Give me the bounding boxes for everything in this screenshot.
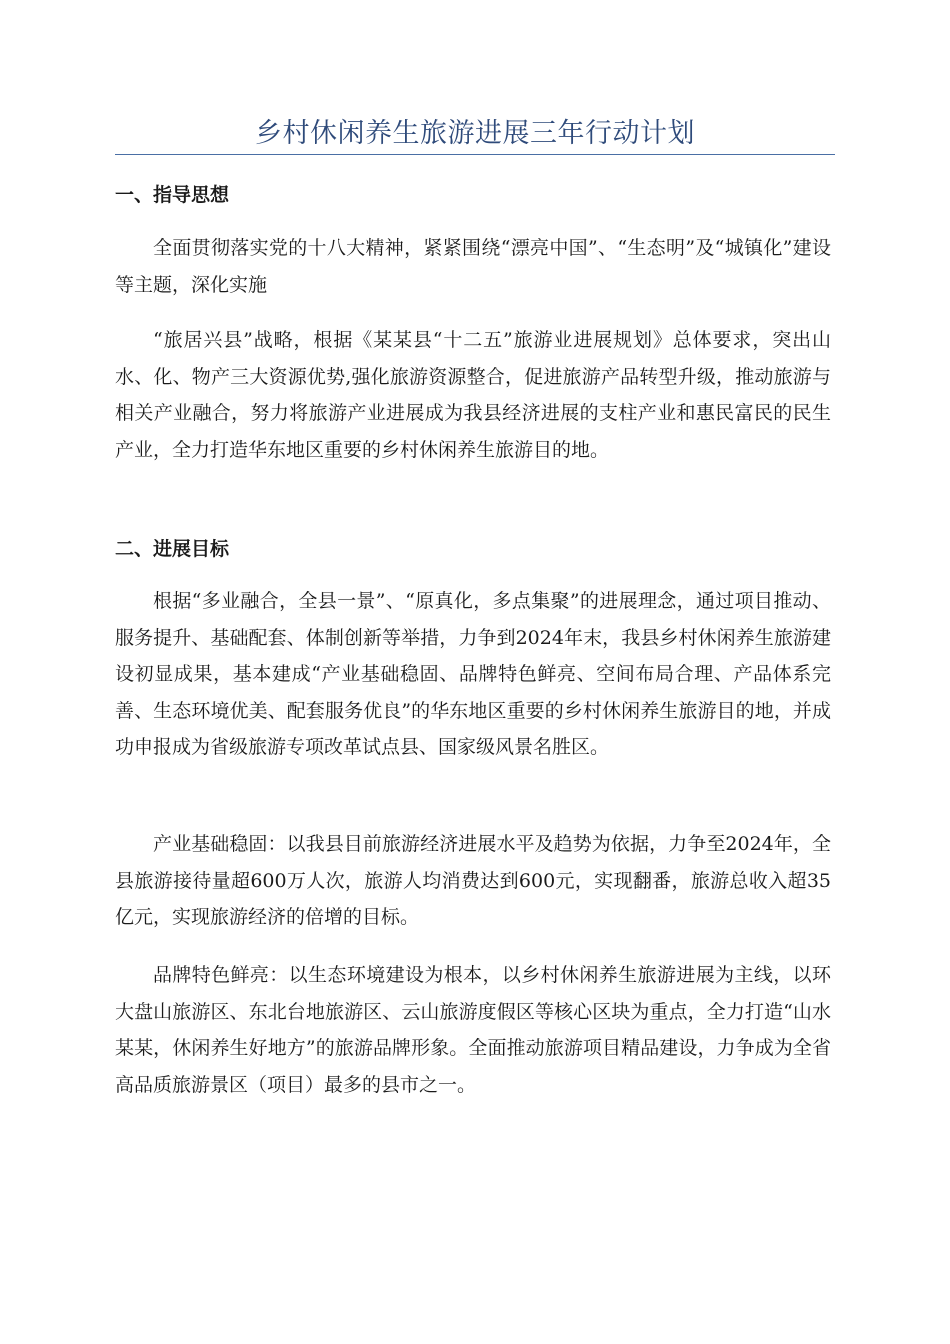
paragraph-guiding-1: 全面贯彻落实党的十八大精神，紧紧围绕“漂亮中国”、“生态明”及“城镇化”建设等主题，深化实施 [115,237,831,296]
paragraph-goals-2: 产业基础稳固：以我县目前旅游经济进展水平及趋势为依据，力争至2024年，全县旅游接待量超600万人次，旅游人均消费达到600元，实现翻番，旅游总收入超35亿元，实现旅游经济的倍增的目标。 [115,833,831,928]
section-heading-goals: 二、进展目标 [115,538,230,560]
document-title: 乡村休闲养生旅游进展三年行动计划 [255,118,695,149]
paragraph-goals-1: 根据“多业融合，全县一景”、“原真化，多点集聚”的进展理念，通过项目推动、服务提升、基础配套、体制创新等举措，力争到2024年末，我县乡村休闲养生旅游建设初显成果，基本建成“产业基础稳固、品牌特色鲜亮、空间布局合理、产品体系完善、生态环境优美、配套服务优良”的华东地区重要的乡村休闲养生旅游目的地，并成功申报成为省级旅游专项改革试点县、国家级风景名胜区。 [115,590,831,758]
section-heading-guiding-ideology: 一、指导思想 [115,184,230,206]
paragraph-goals-3: 品牌特色鲜亮：以生态环境建设为根本，以乡村休闲养生旅游进展为主线，以环大盘山旅游区、东北台地旅游区、云山旅游度假区等核心区块为重点，全力打造“山水某某，休闲养生好地方”的旅游品牌形象。全面推动旅游项目精品建设，力争成为全省高品质旅游景区（项目）最多的县市之一。 [115,964,831,1096]
paragraph-guiding-2: “旅居兴县”战略，根据《某某县“十二五”旅游业进展规划》总体要求，突出山水、化、物产三大资源优势,强化旅游资源整合，促进旅游产品转型升级，推动旅游与相关产业融合，努力将旅游产业进展成为我县经济进展的支柱产业和惠民富民的民生产业，全力打造华东地区重要的乡村休闲养生旅游目的地。 [115,329,831,461]
title-underline [115,154,835,155]
